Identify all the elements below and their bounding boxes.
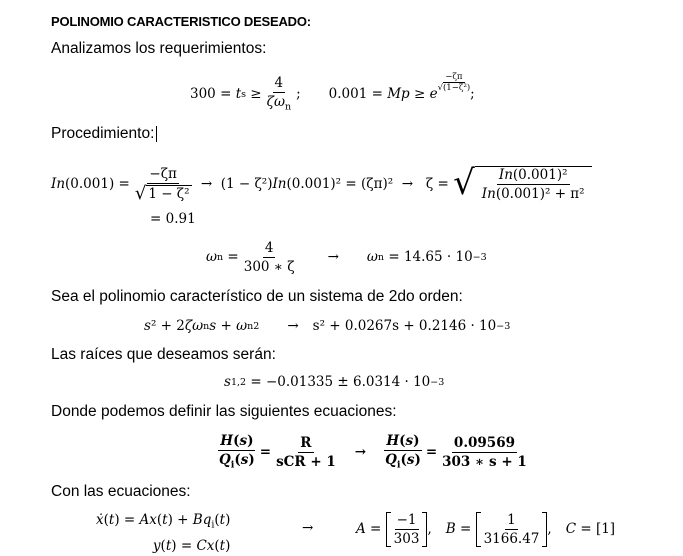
ts-fraction-num: 4 <box>274 75 284 92</box>
B-num: 1 <box>507 511 516 528</box>
mp-exponent: −ζπ √(1−ζ²) <box>437 71 471 93</box>
arrow-matrices: → <box>302 520 314 536</box>
equation-matrices: A = $\frac{-1}{303}$ , B = $\frac{1}{3166.47}$ , C = [1] <box>356 511 616 547</box>
A-num: −1 <box>396 511 417 528</box>
B-den: 3166.47 <box>483 530 540 547</box>
matrix-C: [1] <box>595 521 616 537</box>
paragraph-procedure <box>51 125 157 143</box>
wn-exp: −3 <box>472 251 487 263</box>
h-den: sCR + 1 <box>276 453 336 470</box>
zeta-sqrt: √ $\frac{\text{In(0.001)²}}{\text{In(0.001)² + π²}}$ <box>453 166 591 202</box>
matrix-B <box>476 512 548 547</box>
wn-num: 4 <box>264 239 274 256</box>
A-den: 303 <box>393 530 420 547</box>
roots-value: = −0.01335 ± 6.0314 · 10 <box>250 374 431 390</box>
text-cursor <box>156 126 157 142</box>
zeta-fraction: −ζπ √ 1 − ζ² <box>134 165 190 204</box>
paragraph-with-equations: Con las ecuaciones: <box>51 483 191 500</box>
section-heading: POLINOMIO CARACTERISTICO DESEADO: <box>51 14 311 29</box>
h-num-val: 0.09569 <box>453 434 515 451</box>
h-R: R <box>300 434 312 451</box>
equation-requirements: 300 = t s ≥ $\frac{4}{\zeta\omega_n}$ ; 0.001 = Mp ≥ e −ζπ √(1−ζ²) ; <box>190 71 475 113</box>
procedure-text: Procedimiento: <box>51 125 155 142</box>
ts-value: 300 <box>190 86 216 102</box>
equation-roots: s 1,2 = −0.01335 ± 6.0314 · 10 −3 <box>224 374 445 390</box>
paragraph-polynomial: Sea el polinomio característico de un sistema de 2do orden: <box>51 288 463 305</box>
wn-result: 14.65 · 10 <box>403 249 473 265</box>
paragraph-equations: Donde podemos definir las siguientes ecuaciones: <box>51 403 397 420</box>
zeta-result: = 0.91 <box>150 211 196 227</box>
equation-zeta: In (0.001) = −ζπ √ 1 − ζ² → (1 − ζ²) In (0.001)² = (ζπ)² → ζ = √ $\frac{\text{In(0.001)²}}{\text{In(0.001)² + π²}}$ <box>51 160 592 208</box>
equation-wn: ω n = $\frac{4}{300 ∗ \zeta}$ → ω n = 14.65 · 10 −3 <box>206 239 487 275</box>
equation-transfer: $\frac{H(s)}{Q_i(s)}$ = $\frac{R}{\text{sCR + 1}}$ → $\frac{H(s)}{Q_i(s)}$ = $\frac{0.09569}{303 ∗ s + 1}$ <box>219 433 527 471</box>
roots-exp: −3 <box>430 376 445 388</box>
equation-state-space: ẋ(t) = $Ax(t) + Bq_i(t)$ y(t) = Cx(t) <box>96 512 231 554</box>
equation-polynomial: s ² + 2 ζω n s + ω n 2 → s² + 0.0267s + 0.2146 · 10 −3 <box>144 318 511 334</box>
mp-value: 0.001 <box>328 86 368 102</box>
wn-den: 300 ∗ ζ <box>243 258 295 275</box>
h-den-val: 303 ∗ s + 1 <box>442 453 527 470</box>
ts-fraction: $\frac{4}{\zeta\omega_n}$ <box>266 75 292 113</box>
paragraph-requirements: Analizamos los requerimientos: <box>51 40 267 57</box>
matrix-A <box>386 512 428 547</box>
poly-exp: −3 <box>496 320 511 332</box>
paragraph-roots: Las raíces que deseamos serán: <box>51 346 276 363</box>
poly-result: s² + 0.0267s + 0.2146 · 10 <box>312 318 497 334</box>
